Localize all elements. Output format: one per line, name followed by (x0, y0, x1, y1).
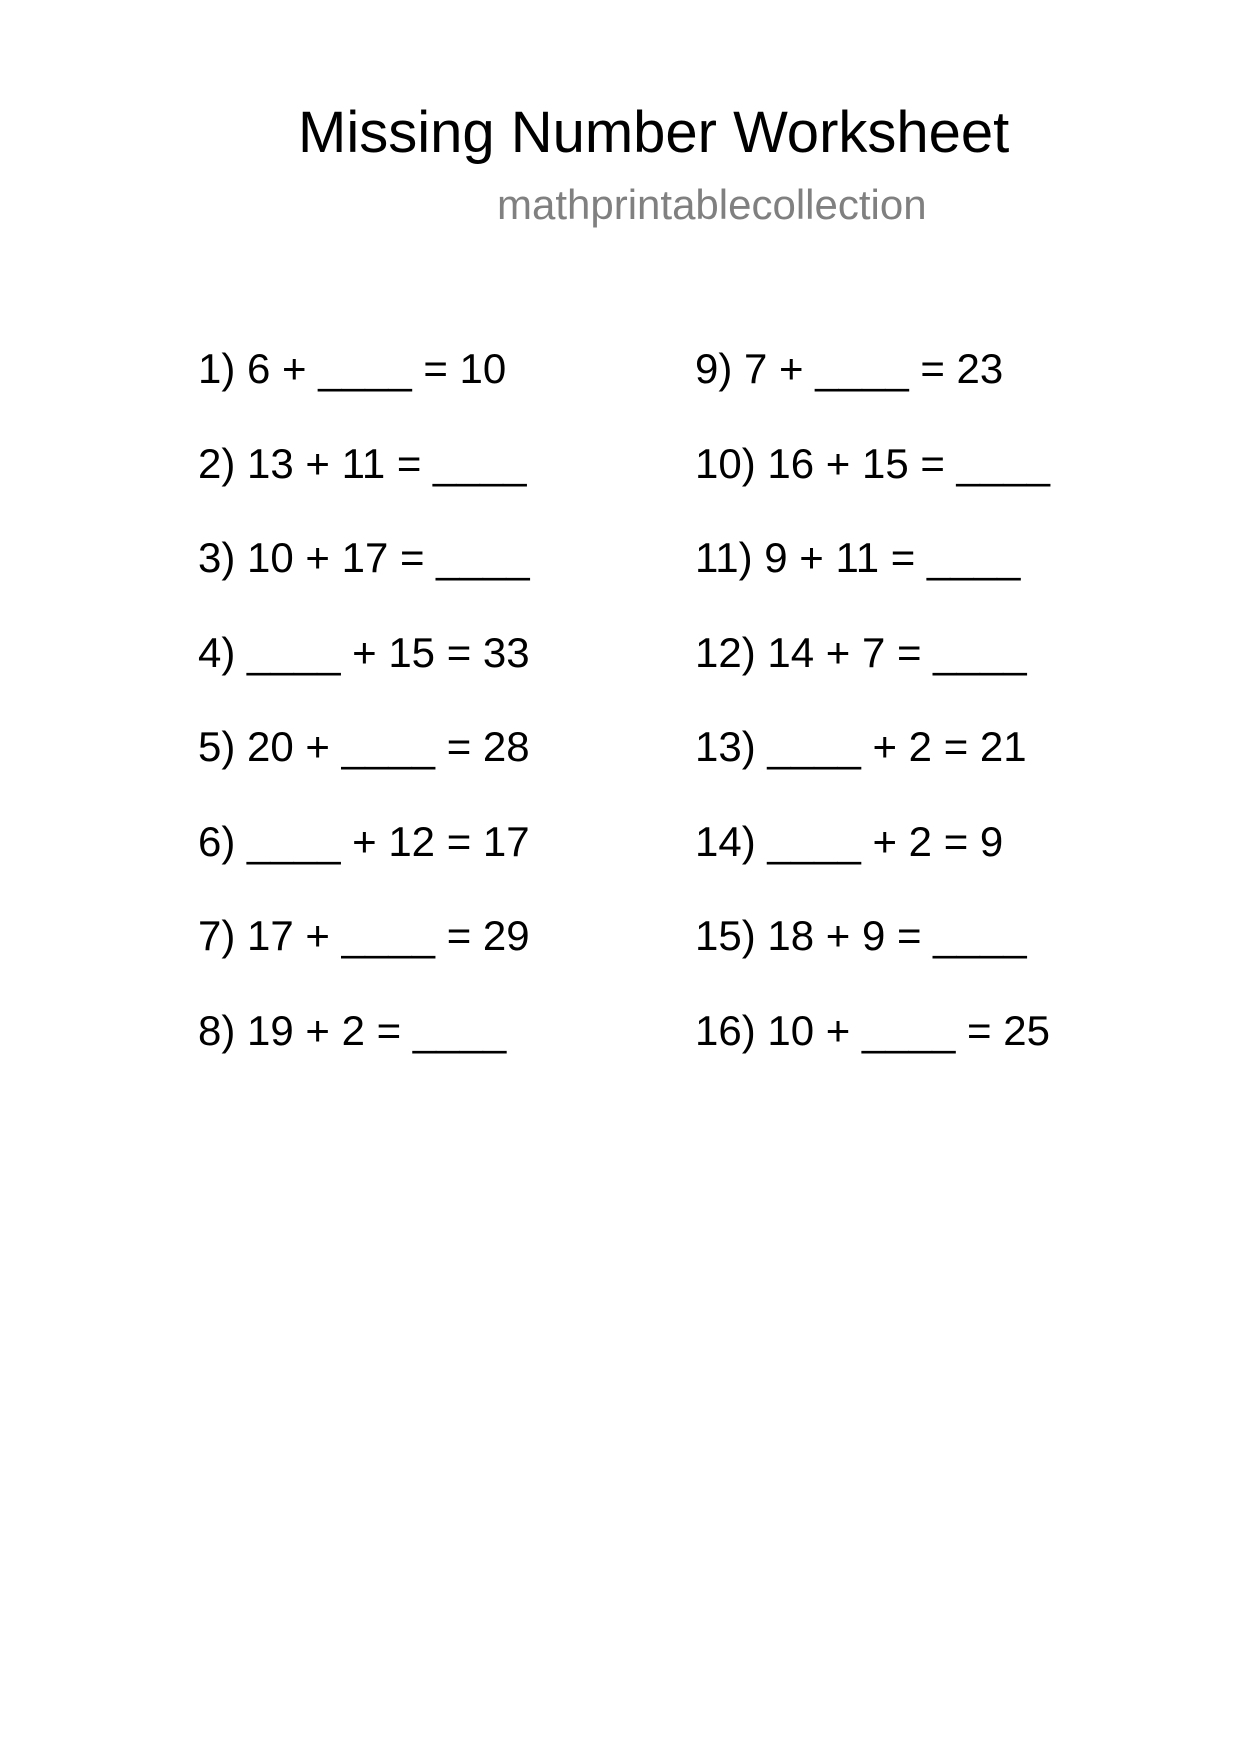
problem-item: 10) 16 + 15 = ____ (695, 439, 1050, 487)
worksheet-subtitle: mathprintablecollection (497, 181, 927, 228)
problem-item: 8) 19 + 2 = ____ (198, 1006, 507, 1054)
problem-item: 15) 18 + 9 = ____ (695, 912, 1027, 959)
problem-item: 12) 14 + 7 = ____ (695, 628, 1027, 676)
problem-item: 11) 9 + 11 = ____ (695, 534, 1021, 581)
problem-item: 6) ____ + 12 = 17 (198, 817, 530, 865)
problems-column-left (198, 345, 530, 1101)
problem-item: 5) 20 + ____ = 28 (198, 723, 530, 770)
problem-item: 14) ____ + 2 = 9 (695, 817, 1004, 865)
problem-item: 16) 10 + ____ = 25 (695, 1006, 1050, 1054)
worksheet-title: Missing Number Worksheet (298, 100, 1010, 165)
problem-item: 13) ____ + 2 = 21 (695, 723, 1027, 770)
problem-item: 7) 17 + ____ = 29 (198, 912, 530, 959)
problem-item: 3) 10 + 17 = ____ (198, 534, 530, 581)
problem-item: 4) ____ + 15 = 33 (198, 628, 530, 676)
problem-item: 9) 7 + ____ = 23 (695, 345, 1004, 392)
problems-column-right (695, 345, 1050, 1101)
problem-item: 2) 13 + 11 = ____ (198, 439, 527, 487)
problem-item: 1) 6 + ____ = 10 (198, 345, 507, 392)
